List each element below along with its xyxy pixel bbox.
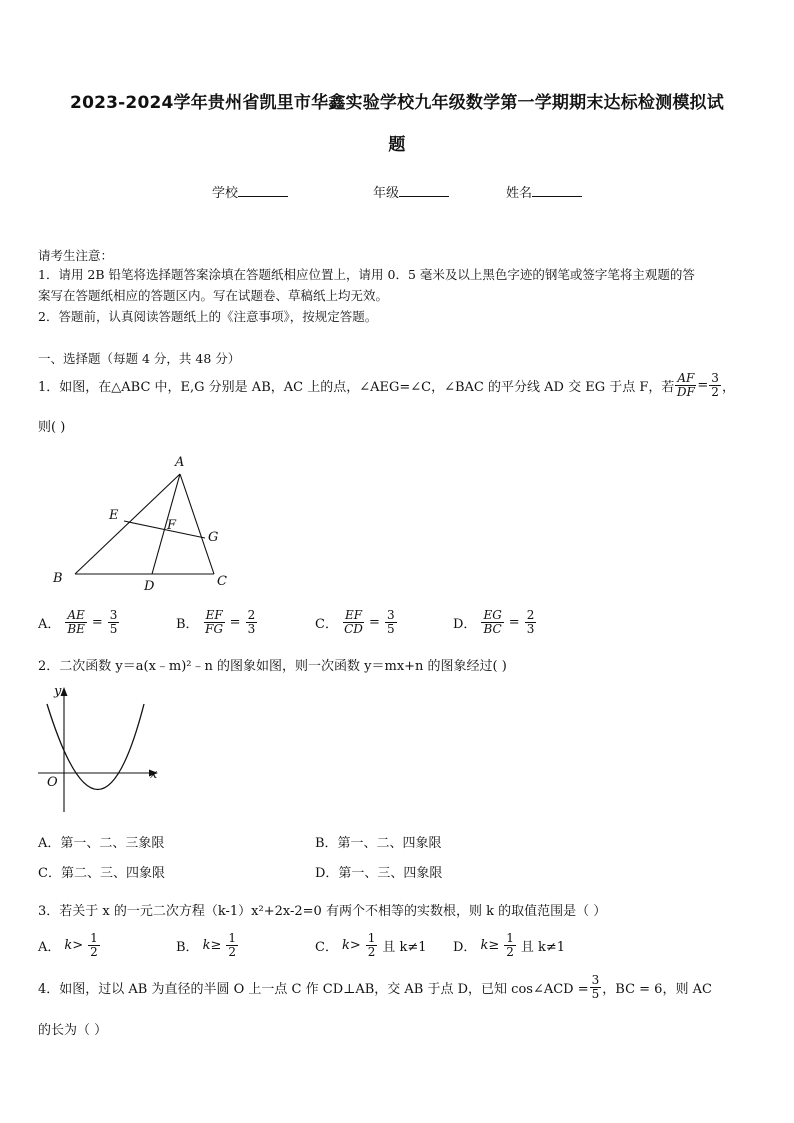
q1-stem: 1．如图，在△ABC 中，E,G 分别是 AB，AC 上的点，∠AEG=∠C，∠BAC 的平分线 AD 交 EG 于点 F，若 $\frac{AF}{DF}$ = $\frac{3}{2}$ ，: [38, 371, 735, 399]
label-b: B: [53, 571, 63, 586]
school-label: 学校: [212, 186, 239, 201]
name-blank: [532, 184, 582, 197]
name-field: [506, 182, 582, 201]
grade-blank: [399, 184, 449, 197]
q1-option-c[interactable]: C． $\frac{EF}{CD}$ = $\frac{3}{5}$: [315, 608, 395, 636]
q3-option-a[interactable]: A． k> $\frac{1}{2}$: [38, 931, 98, 959]
grade-field: [373, 182, 449, 201]
y-axis-label: y: [54, 684, 62, 699]
notice-item-1b: 案写在答题纸相应的答题区内。写在试题卷、草稿纸上均无效。: [38, 288, 389, 303]
q1-ratio: $\frac{AF}{DF}$: [676, 371, 695, 399]
q1-triangle-figure: [40, 452, 240, 597]
q2-parabola-graph: [34, 682, 169, 817]
q1-ratio-value: $\frac{3}{2}$: [711, 371, 719, 399]
section-title: 一、选择题（每题 4 分，共 48 分）: [38, 351, 241, 366]
page-title-line1: 2023-2024学年贵州省凯里市华鑫实验学校九年级数学第一学期期末达标检测模拟试: [70, 93, 724, 113]
side-ab: [75, 474, 180, 574]
label-c: C: [217, 574, 227, 589]
q3-option-b[interactable]: B． k≥ $\frac{1}{2}$: [176, 931, 236, 959]
x-axis-label: x: [150, 767, 158, 782]
side-ac: [180, 474, 214, 574]
q4-text-cont: ，BC = 6，则 AC: [602, 982, 712, 997]
label-a: A: [175, 455, 185, 470]
grade-label: 年级: [373, 186, 400, 201]
q2-option-a[interactable]: A．第一、二、三象限: [38, 836, 165, 851]
parabola-curve: [47, 704, 144, 790]
q2-option-c[interactable]: C．第二、三、四象限: [38, 866, 165, 881]
q3-stem: 3．若关于 x 的一元二次方程（k-1）x²+2x-2=0 有两个不相等的实数根，则 k 的取值范围是（ ）: [38, 904, 607, 919]
q1-option-b[interactable]: B． $\frac{EF}{FG}$ = $\frac{2}{3}$: [176, 608, 256, 636]
q3-option-d[interactable]: D． k≥ $\frac{1}{2}$ 且 k≠1: [453, 931, 566, 959]
notice-heading: 请考生注意：: [38, 248, 114, 263]
q4-text: 4．如图，过以 AB 为直径的半圆 O 上一点 C 作 CD⊥AB，交 AB 于点 D，已知 cos∠ACD =: [38, 982, 589, 997]
q1-option-a[interactable]: A． $\frac{AE}{BE}$ = $\frac{3}{5}$: [38, 608, 118, 636]
y-axis-arrow-icon: [61, 687, 68, 696]
label-g: G: [208, 530, 219, 545]
q2-option-d[interactable]: D．第一、三、四象限: [315, 866, 443, 881]
q1-option-d[interactable]: D． $\frac{EG}{BC}$ = $\frac{2}{3}$: [453, 608, 535, 636]
label-d: D: [144, 579, 155, 594]
label-f: F: [167, 518, 177, 533]
school-blank: [238, 184, 288, 197]
school-field: [212, 182, 288, 201]
q2-stem: 2．二次函数 y＝a(x﹣m)²﹣n 的图象如图，则一次函数 y＝mx+n 的图象经过( ): [38, 659, 507, 674]
q1-stem-end: 则( ): [38, 420, 66, 435]
notice-item-2: 2．答题前，认真阅读答题纸上的《注意事项》，按规定答题。: [38, 309, 378, 324]
name-label: 姓名: [506, 186, 533, 201]
notice-item-1a: 1．请用 2B 铅笔将选择题答案涂填在答题纸相应位置上，请用 0．5 毫米及以上黑色字迹的钢笔或签字笔将主观题的答: [38, 267, 695, 282]
segment-eg: [124, 521, 205, 538]
q4-stem: [38, 974, 712, 1001]
page-title-line2: 题: [388, 135, 406, 155]
label-e: E: [109, 508, 119, 523]
q1-text: 1．如图，在△ABC 中，E,G 分别是 AB，AC 上的点，∠AEG=∠C，∠BAC 的平分线 AD 交 EG 于点 F，若: [38, 380, 675, 395]
origin-label: O: [47, 775, 58, 790]
q4-stem-end: 的长为（ ）: [38, 1023, 108, 1038]
q4-cos-value: $\frac{3}{5}$: [591, 973, 600, 1001]
q3-option-c[interactable]: C． k> $\frac{1}{2}$ 且 k≠1: [315, 931, 427, 959]
q2-option-b[interactable]: B．第一、二、四象限: [315, 836, 442, 851]
